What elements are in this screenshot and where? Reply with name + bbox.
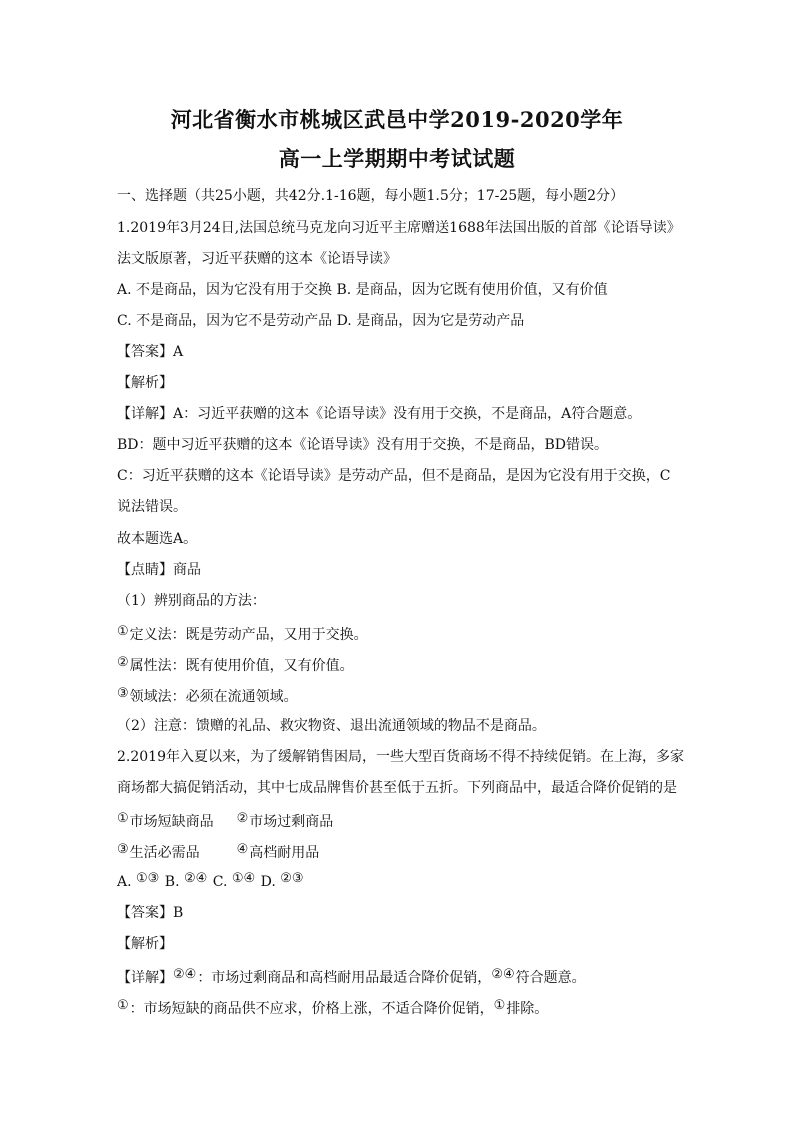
q1-tip-label: 【点睛】商品 (117, 562, 201, 578)
q1-tip-1a (117, 622, 368, 645)
document-title-line2: 高一上学期期中考试试题 (278, 146, 516, 171)
q2-option-d-value: ②③ (280, 871, 304, 886)
q2-detail-1-circled: ②④ (173, 967, 197, 982)
q1-stem-line1: 1.2019年3月24日,法国总统马克龙向习近平主席赠送1688年法国出版的首部《论语导读》 (117, 220, 681, 236)
q2-item-2: 市场过剩商品 (249, 814, 334, 830)
q2-items-row2 (117, 840, 319, 863)
circled-number-1: ① (117, 811, 129, 826)
q1-tip-1c-text: 领域法：必须在流通领域。 (129, 689, 298, 705)
q1-options-line1: A. 不是商品，因为它没有用于交换 B. 是商品，因为它既有使用价值，又有价值 (117, 282, 608, 298)
circled-number-3: ③ (117, 842, 129, 857)
q2-detail-2-circled: ① (117, 998, 129, 1013)
q2-detail-1-text: ：市场过剩商品和高档耐用品最适合降价促销， (197, 970, 492, 986)
document-title-line1: 河北省衡水市桃城区武邑中学2019-2020学年 (170, 107, 624, 132)
q2-detail-1-end: 符合题意。 (515, 970, 586, 986)
q1-tip-1a-text: 定义法：既是劳动产品，又用于交换。 (129, 627, 368, 643)
q2-item-1: 市场短缺商品 (129, 814, 214, 830)
q1-conclusion: 故本题选A。 (117, 531, 198, 547)
q2-option-a-label: A. (117, 874, 132, 890)
circled-number-3: ③ (117, 686, 129, 701)
q2-detail-1 (117, 965, 586, 988)
q2-detail-2-end: 排除。 (506, 1001, 549, 1017)
q1-detail-1: 【详解】A：习近平获赠的这本《论语导读》没有用于交换，不是商品，A符合题意。 (117, 406, 642, 422)
q2-detail-2-circled-2: ① (493, 998, 506, 1013)
q1-detail-3a: C：习近平获赠的这本《论语导读》是劳动产品，但不是商品，是因为它没有用于交换，C (117, 468, 671, 484)
q1-stem-line2: 法文版原著，习近平获赠的这本《论语导读》 (117, 251, 397, 267)
q2-detail-2-text: ：市场短缺的商品供不应求，价格上涨，不适合降价促销， (129, 1001, 494, 1017)
q2-stem-line1: 2.2019年入夏以来，为了缓解销售困局，一些大型百货商场不得不持续促销。在上海，多家 (117, 749, 684, 765)
q1-tip-1b (117, 653, 354, 676)
q1-detail-2: BD：题中习近平获赠的这本《论语导读》没有用于交换，不是商品，BD错误。 (117, 437, 609, 453)
q2-options (117, 869, 305, 892)
circled-number-2: ② (117, 655, 129, 670)
q2-detail-1-prefix: 【详解】 (117, 970, 173, 986)
q2-detail-2 (117, 996, 548, 1019)
q2-detail-1-circled-2: ②④ (491, 967, 515, 982)
q1-tip-1: （1）辨别商品的方法： (117, 593, 266, 609)
q2-option-c-label: C. (212, 874, 228, 890)
q1-answer: 【答案】A (117, 344, 184, 360)
q1-tip-1c (117, 684, 298, 707)
q2-option-a-value: ①③ (136, 871, 160, 886)
section-header: 一、选择题（共25小题，共42分.1-16题，每小题1.5分；17-25题，每小题2分） (117, 188, 625, 204)
q2-option-c-value: ①④ (231, 871, 256, 886)
q1-options-line2: C. 不是商品，因为它不是劳动产品 D. 是商品，因为它是劳动产品 (117, 313, 525, 329)
q2-item-3: 生活必需品 (129, 845, 200, 861)
q2-option-b-label: B. (164, 874, 180, 890)
q2-option-b-value: ②④ (183, 871, 208, 886)
circled-number-4: ④ (236, 842, 249, 857)
q2-analysis-label: 【解析】 (117, 936, 173, 952)
q2-items-row1 (117, 809, 333, 832)
q2-stem-line2: 商场都大搞促销活动，其中七成品牌售价甚至低于五折。下列商品中，最适合降价促销的是 (117, 780, 677, 796)
q1-tip-2: （2）注意：馈赠的礼品、救灾物资、退出流通领域的物品不是商品。 (117, 718, 546, 734)
q2-option-d-label: D. (260, 874, 276, 890)
q2-item-4: 高档耐用品 (249, 845, 320, 861)
q1-tip-1b-text: 属性法：既有使用价值，又有价值。 (129, 658, 354, 674)
q2-answer: 【答案】B (117, 905, 184, 921)
q1-detail-3b: 说法错误。 (117, 499, 187, 515)
circled-number-2: ② (236, 811, 249, 826)
circled-number-1: ① (117, 624, 129, 639)
q1-analysis-label: 【解析】 (117, 375, 173, 391)
